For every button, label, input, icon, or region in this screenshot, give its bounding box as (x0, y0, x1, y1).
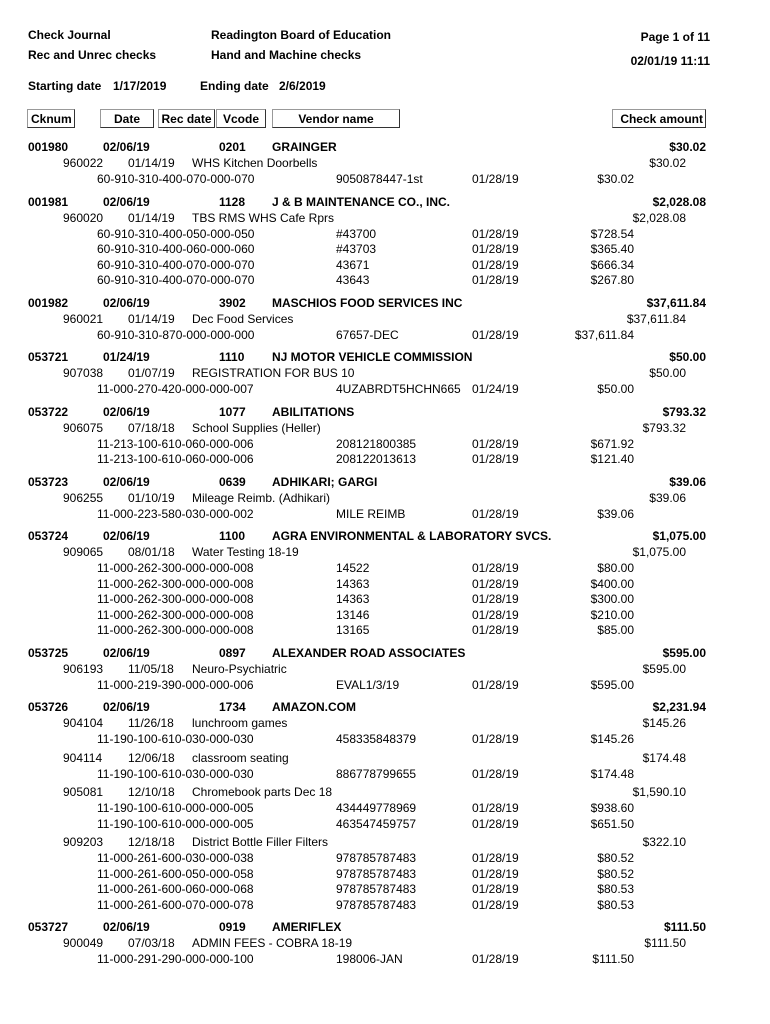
vendor-code: 1077 (219, 404, 246, 419)
reconcile-date: 01/28/19 (472, 452, 519, 466)
invoice-reference: 67657-DEC (336, 327, 399, 342)
ending-date-label: Ending date (200, 79, 269, 93)
account-number: 11-213-100-610-060-000-006 (97, 436, 254, 451)
invoice-date: 12/06/18 (128, 750, 175, 765)
check-row (0, 194, 770, 210)
invoice-description: WHS Kitchen Doorbells (192, 156, 318, 170)
column-header-cknum[interactable]: Cknum (27, 109, 75, 128)
reconcile-date: 01/28/19 (472, 242, 519, 256)
invoice-row (0, 311, 770, 327)
reconcile-date: 01/28/19 (472, 766, 519, 781)
po-number: 960021 (63, 311, 104, 326)
po-number: 906255 (63, 490, 104, 505)
invoice-row (0, 661, 770, 677)
line-amount: $145.26 (590, 732, 634, 746)
account-number: 11-000-262-300-000-000-008 (97, 561, 254, 575)
line-amount: $651.50 (590, 816, 634, 831)
vendor-name: ABILITATIONS (272, 404, 355, 419)
line-amount: $80.52 (597, 866, 634, 881)
po-number: 904114 (63, 750, 103, 765)
starting-date-label: Starting date (28, 79, 102, 93)
invoice-reference: 9050878447-1st (336, 172, 423, 186)
column-header-date[interactable]: Date (100, 109, 154, 128)
invoice-row (0, 834, 770, 850)
check-number: 001980 (28, 140, 69, 154)
account-line-row (0, 560, 770, 576)
invoice-reference: 978785787483 (336, 882, 417, 896)
reconcile-date: 01/28/19 (472, 226, 519, 241)
check-row (0, 349, 770, 365)
vendor-name: ADHIKARI; GARGI (272, 474, 378, 489)
vendor-name: J & B MAINTENANCE CO., INC. (272, 194, 451, 209)
account-line-row (0, 622, 770, 638)
check-amount: $595.00 (662, 645, 706, 660)
check-amount: $50.00 (669, 350, 706, 364)
invoice-total: $1,075.00 (632, 545, 686, 559)
report-scope: Hand and Machine checks (211, 48, 362, 62)
column-header-rec-date[interactable]: Rec date (158, 109, 215, 128)
invoice-description: REGISTRATION FOR BUS 10 (192, 366, 355, 380)
invoice-reference: 886778799655 (336, 766, 417, 781)
invoice-date: 01/10/19 (128, 490, 175, 505)
starting-date-value: 1/17/2019 (113, 79, 167, 93)
invoice-reference: 14363 (336, 576, 370, 591)
reconcile-date: 01/28/19 (472, 172, 519, 186)
vendor-name: AMAZON.COM (272, 700, 356, 714)
invoice-description: TBS RMS WHS Cafe Rprs (192, 210, 335, 225)
line-amount: $80.53 (597, 882, 634, 896)
invoice-date: 07/18/18 (128, 420, 175, 435)
account-number: 60-910-310-400-060-000-060 (97, 242, 255, 256)
invoice-reference: 14363 (336, 592, 370, 606)
invoice-description: School Supplies (Heller) (192, 420, 321, 435)
check-number: 053723 (28, 474, 69, 489)
vendor-code: 1110 (219, 350, 245, 364)
line-amount: $400.00 (590, 576, 634, 591)
check-row (0, 645, 770, 661)
invoice-date: 08/01/18 (128, 545, 175, 559)
account-line-row (0, 257, 770, 273)
line-amount: $80.52 (597, 851, 634, 865)
line-amount: $938.60 (590, 801, 634, 815)
line-amount: $595.00 (590, 677, 634, 692)
line-amount: $210.00 (590, 607, 634, 622)
reconcile-date: 01/28/19 (472, 327, 519, 342)
account-line-row (0, 591, 770, 607)
check-row (0, 295, 770, 311)
account-number: 11-000-219-390-000-000-006 (97, 677, 254, 692)
account-number: 11-213-100-610-060-000-006 (97, 452, 254, 466)
line-amount: $267.80 (590, 273, 634, 287)
account-line-row (0, 951, 770, 967)
invoice-date: 01/14/19 (128, 311, 175, 326)
account-number: 60-910-310-870-000-000-000 (97, 327, 255, 342)
invoice-reference: 978785787483 (336, 866, 417, 881)
account-number: 11-000-262-300-000-000-008 (97, 623, 254, 637)
reconcile-date: 01/24/19 (472, 382, 519, 396)
column-header-vcode[interactable]: Vcode (216, 109, 266, 128)
invoice-date: 01/07/19 (128, 366, 175, 380)
reconcile-date: 01/28/19 (472, 592, 519, 606)
invoice-total: $322.10 (642, 835, 686, 849)
invoice-total: $174.48 (642, 750, 686, 765)
reconcile-date: 01/28/19 (472, 897, 519, 912)
line-amount: $30.02 (597, 172, 634, 186)
vendor-code: 0919 (219, 920, 246, 934)
line-amount: $671.92 (590, 436, 634, 451)
account-line-row (0, 327, 770, 343)
reconcile-date: 01/28/19 (472, 677, 519, 692)
check-number: 053721 (28, 350, 69, 364)
account-number: 11-190-100-610-000-000-005 (97, 816, 254, 831)
vendor-code: 1734 (219, 700, 246, 714)
account-number: 60-910-310-400-070-000-070 (97, 172, 255, 186)
line-amount: $37,611.84 (574, 327, 634, 342)
line-amount: $365.40 (590, 242, 634, 256)
check-number: 053722 (28, 404, 69, 419)
invoice-reference: EVAL1/3/19 (336, 677, 400, 692)
reconcile-date: 01/28/19 (472, 882, 519, 896)
account-number: 60-910-310-400-070-000-070 (97, 273, 255, 287)
check-amount: $2,028.08 (652, 194, 706, 209)
invoice-reference: 434449778969 (336, 801, 417, 815)
invoice-row (0, 715, 770, 731)
invoice-reference: 14522 (336, 561, 370, 575)
reconcile-date: 01/28/19 (472, 561, 519, 575)
account-line-row (0, 506, 770, 522)
invoice-description: ADMIN FEES - COBRA 18-19 (192, 936, 353, 950)
invoice-row (0, 750, 770, 766)
po-number: 905081 (63, 785, 104, 799)
invoice-date: 01/14/19 (128, 156, 175, 170)
check-date: 02/06/19 (103, 474, 150, 489)
invoice-reference: 978785787483 (336, 897, 417, 912)
check-amount: $37,611.84 (646, 295, 706, 310)
invoice-description: lunchroom games (192, 716, 288, 730)
line-amount: $39.06 (597, 506, 634, 521)
ending-date-value: 2/6/2019 (279, 79, 326, 93)
invoice-total: $595.00 (642, 661, 686, 676)
account-line-row (0, 226, 770, 242)
vendor-name: MASCHIOS FOOD SERVICES INC (272, 295, 463, 310)
reconcile-date: 01/28/19 (472, 866, 519, 881)
po-number: 906193 (63, 661, 104, 676)
po-number: 900049 (63, 936, 104, 950)
account-number: 11-000-261-600-070-000-078 (97, 897, 254, 912)
reconcile-date: 01/28/19 (472, 623, 519, 637)
invoice-row (0, 784, 770, 800)
account-line-row (0, 897, 770, 913)
invoice-reference: #43700 (336, 226, 377, 241)
vendor-name: AMERIFLEX (272, 920, 342, 934)
line-amount: $80.53 (597, 897, 634, 912)
reconcile-date: 01/28/19 (472, 851, 519, 865)
invoice-row (0, 365, 770, 381)
check-row (0, 404, 770, 420)
account-line-row (0, 436, 770, 452)
vendor-code: 3902 (219, 295, 246, 310)
account-line-row (0, 677, 770, 693)
reconcile-date: 01/28/19 (472, 732, 519, 746)
invoice-reference: 198006-JAN (336, 952, 403, 966)
po-number: 904104 (63, 716, 104, 730)
line-amount: $300.00 (590, 592, 634, 606)
po-number: 907038 (63, 366, 104, 380)
invoice-description: Chromebook parts Dec 18 (192, 785, 333, 799)
po-number: 909065 (63, 545, 104, 559)
check-number: 001982 (28, 295, 69, 310)
reconcile-date: 01/28/19 (472, 436, 519, 451)
account-number: 11-000-270-420-000-000-007 (97, 382, 254, 396)
check-amount: $2,231.94 (652, 700, 706, 714)
account-number: 11-000-262-300-000-000-008 (97, 607, 254, 622)
invoice-date: 07/03/18 (128, 936, 175, 950)
reconcile-date: 01/28/19 (472, 952, 519, 966)
invoice-total: $793.32 (642, 420, 686, 435)
invoice-reference: 13165 (336, 623, 370, 637)
check-number: 001981 (28, 194, 69, 209)
check-date: 02/06/19 (103, 920, 150, 934)
invoice-row (0, 210, 770, 226)
invoice-row (0, 420, 770, 436)
check-date: 02/06/19 (103, 194, 150, 209)
reconcile-date: 01/28/19 (472, 801, 519, 815)
po-number: 960022 (63, 156, 104, 170)
account-number: 11-000-262-300-000-000-008 (97, 592, 254, 606)
invoice-description: classroom seating (192, 750, 289, 765)
invoice-reference: #43703 (336, 242, 377, 256)
check-date: 02/06/19 (103, 404, 150, 419)
account-number: 11-000-223-580-030-000-002 (97, 506, 254, 521)
invoice-reference: 463547459757 (336, 816, 417, 831)
reconcile-date: 01/28/19 (472, 576, 519, 591)
line-amount: $111.50 (592, 952, 634, 966)
account-line-row (0, 171, 770, 187)
invoice-reference: 208122013613 (336, 452, 417, 466)
check-amount: $793.32 (662, 404, 706, 419)
account-number: 11-000-261-600-050-000-058 (97, 866, 254, 881)
invoice-reference: 208121800385 (336, 436, 417, 451)
vendor-code: 0639 (219, 474, 246, 489)
account-line-row (0, 607, 770, 623)
check-number: 053727 (28, 920, 69, 934)
account-line-row (0, 731, 770, 747)
invoice-reference: 13146 (336, 607, 370, 622)
po-number: 909203 (63, 835, 104, 849)
report-subtitle: Rec and Unrec checks (28, 48, 157, 62)
check-amount: $39.06 (669, 474, 706, 489)
vendor-code: 0201 (219, 140, 246, 154)
invoice-reference: 4UZABRDT5HCHN665 (336, 382, 461, 396)
invoice-total: $30.02 (649, 156, 686, 170)
invoice-row (0, 935, 770, 951)
line-amount: $85.00 (597, 623, 634, 637)
vendor-name: NJ MOTOR VEHICLE COMMISSION (272, 350, 473, 364)
line-amount: $728.54 (590, 226, 634, 241)
account-line-row (0, 451, 770, 467)
account-line-row (0, 272, 770, 288)
invoice-row (0, 155, 770, 171)
invoice-reference: 458335848379 (336, 732, 417, 746)
vendor-code: 1128 (219, 194, 246, 209)
check-number: 053726 (28, 700, 69, 714)
po-number: 906075 (63, 420, 104, 435)
invoice-total: $37,611.84 (626, 311, 686, 326)
invoice-date: 11/05/18 (128, 661, 174, 676)
invoice-total: $50.00 (649, 366, 686, 380)
invoice-date: 12/18/18 (128, 835, 175, 849)
account-line-row (0, 850, 770, 866)
account-number: 11-190-100-610-030-000-030 (97, 766, 254, 781)
invoice-reference: 43643 (336, 273, 370, 287)
invoice-reference: 43671 (336, 257, 370, 272)
check-row (0, 474, 770, 490)
account-line-row (0, 241, 770, 257)
check-date: 02/06/19 (103, 645, 150, 660)
check-date: 02/06/19 (103, 529, 150, 543)
account-line-row (0, 881, 770, 897)
vendor-code: 0897 (219, 645, 246, 660)
check-amount: $111.50 (663, 920, 706, 934)
account-number: 11-000-262-300-000-000-008 (97, 576, 254, 591)
account-line-row (0, 866, 770, 882)
invoice-description: Dec Food Services (192, 311, 294, 326)
invoice-description: Neuro-Psychiatric (192, 661, 287, 676)
vendor-name: ALEXANDER ROAD ASSOCIATES (272, 645, 466, 660)
report-title: Check Journal (28, 28, 111, 42)
account-number: 60-910-310-400-070-000-070 (97, 257, 255, 272)
invoice-description: Mileage Reimb. (Adhikari) (192, 490, 331, 505)
invoice-date: 12/10/18 (128, 785, 175, 799)
line-amount: $80.00 (597, 561, 634, 575)
invoice-row (0, 490, 770, 506)
account-line-row (0, 800, 770, 816)
account-number: 60-910-310-400-050-000-050 (97, 226, 255, 241)
invoice-row (0, 544, 770, 560)
invoice-total: $145.26 (642, 716, 686, 730)
account-line-row (0, 576, 770, 592)
invoice-reference: 978785787483 (336, 851, 417, 865)
page-indicator: Page 1 of 11 (640, 30, 710, 44)
check-row (0, 139, 770, 155)
line-amount: $666.34 (590, 257, 634, 272)
invoice-total: $1,590.10 (632, 785, 686, 799)
line-amount: $121.40 (590, 452, 634, 466)
check-date: 02/06/19 (103, 700, 150, 714)
account-number: 11-000-261-600-060-000-068 (97, 882, 254, 896)
invoice-reference: MILE REIMB (336, 506, 406, 521)
column-header-vendor-name[interactable]: Vendor name (272, 109, 400, 128)
account-number: 11-190-100-610-030-000-030 (97, 732, 254, 746)
column-header-check-amount[interactable]: Check amount (612, 109, 706, 128)
account-number: 11-000-291-290-000-000-100 (97, 952, 254, 966)
account-number: 11-000-261-600-030-000-038 (97, 851, 254, 865)
line-amount: $50.00 (597, 382, 634, 396)
invoice-total: $2,028.08 (632, 210, 686, 225)
invoice-date: 01/14/19 (128, 210, 175, 225)
organization-name: Readington Board of Education (211, 28, 391, 42)
invoice-total: $39.06 (649, 490, 686, 505)
invoice-description: Water Testing 18-19 (192, 545, 299, 559)
check-date: 02/06/19 (103, 295, 150, 310)
account-number: 11-190-100-610-000-000-005 (97, 801, 254, 815)
line-amount: $174.48 (590, 766, 634, 781)
vendor-code: 1100 (219, 529, 246, 543)
check-number: 053725 (28, 645, 69, 660)
reconcile-date: 01/28/19 (472, 273, 519, 287)
invoice-total: $111.50 (644, 936, 686, 950)
check-date: 01/24/19 (103, 350, 150, 364)
reconcile-date: 01/28/19 (472, 607, 519, 622)
check-amount: $30.02 (669, 140, 706, 154)
po-number: 960020 (63, 210, 104, 225)
reconcile-date: 01/28/19 (472, 506, 519, 521)
account-line-row (0, 766, 770, 782)
check-row (0, 528, 770, 544)
account-line-row (0, 381, 770, 397)
print-timestamp: 02/01/19 11:11 (630, 54, 710, 68)
invoice-date: 11/26/18 (128, 716, 174, 730)
check-number: 053724 (28, 529, 69, 543)
account-line-row (0, 816, 770, 832)
reconcile-date: 01/28/19 (472, 816, 519, 831)
vendor-name: GRAINGER (272, 140, 337, 154)
check-row (0, 699, 770, 715)
reconcile-date: 01/28/19 (472, 257, 519, 272)
check-amount: $1,075.00 (652, 529, 706, 543)
invoice-description: District Bottle Filler Filters (192, 835, 329, 849)
vendor-name: AGRA ENVIRONMENTAL & LABORATORY SVCS. (272, 529, 552, 543)
check-row (0, 919, 770, 935)
check-date: 02/06/19 (103, 140, 150, 154)
